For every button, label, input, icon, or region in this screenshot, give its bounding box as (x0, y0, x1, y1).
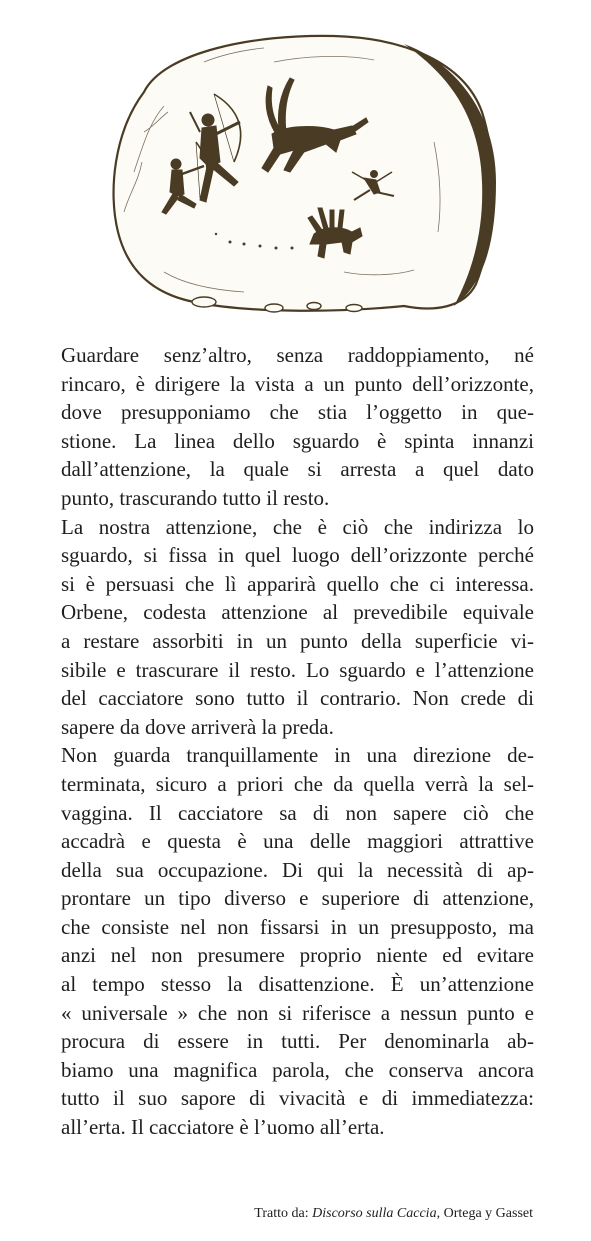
text-line: all’erta. Il cacciatore è l’uomo all’erta. (61, 1115, 385, 1140)
text-line: della sua occupazione. Di qui la necessità di ap- (61, 857, 534, 882)
text-line: sguardo, si fissa in quel luogo dell’orizzonte perché (61, 543, 534, 568)
text-line: prontare un tipo diverso e superiore di attenzione, (61, 886, 534, 911)
text-line: sapere da dove arriverà la preda. (61, 714, 334, 739)
text-line: terminata, sicuro a priori che da quella verrà la sel- (61, 771, 534, 796)
text-line: dall’attenzione, la quale si arresta a quel dato (61, 457, 534, 482)
text-line: Orbene, codesta attenzione al prevedibile equivale (61, 600, 534, 625)
text-line: procura di essere in tutti. Per denominarla ab- (61, 1029, 534, 1054)
paragraph (61, 741, 534, 1141)
paragraph (61, 513, 534, 742)
text-line: rincaro, è dirigere la vista a un punto dell’orizzonte, (61, 371, 534, 396)
text-line: stione. La linea dello sguardo è spinta innanzi (61, 428, 534, 453)
text-line: punto, trascurando tutto il resto. (61, 485, 330, 510)
text-line: « universale » che non si riferisce a nessun punto e (61, 1000, 534, 1025)
cave-painting-hunting-scene-icon (104, 22, 500, 322)
credit-title: Discorso sulla Caccia (312, 1206, 437, 1221)
text-line: a restare assorbiti in un punto della superficie vi- (61, 628, 534, 653)
text-line: tutto il suo sapore di vivacità e di immediatezza: (61, 1086, 534, 1111)
text-line: Non guarda tranquillamente in una direzione de- (61, 743, 534, 768)
text-line: accadrà e questa è una delle maggiori attrattive (61, 829, 534, 854)
text-line: del cacciatore sono tutto il contrario. Non crede di (61, 686, 534, 711)
text-line: anzi nel non presumere proprio niente ed evitare (61, 943, 534, 968)
text-body (61, 341, 534, 1142)
paragraph (61, 341, 534, 513)
source-credit (254, 1206, 533, 1222)
text-line: Guardare senz’altro, senza raddoppiamento, né (61, 343, 534, 367)
text-line: biamo una magnifica parola, che conserva ancora (61, 1057, 534, 1082)
text-line: sibile e trascurare il resto. Lo sguardo e l’attenzione (61, 657, 534, 682)
credit-suffix: , Ortega y Gasset (436, 1206, 533, 1221)
text-line: si è persuasi che lì apparirà quello che ci interessa. (61, 571, 534, 596)
text-line: al tempo stesso la disattenzione. È un’attenzione (61, 972, 534, 997)
cave-painting-illustration (104, 22, 500, 322)
credit-prefix: Tratto da: (254, 1206, 313, 1221)
text-line: La nostra attenzione, che è ciò che indirizza lo (61, 514, 534, 539)
text-line: che consiste nel non fissarsi in un presupposto, ma (61, 914, 534, 939)
text-line: dove presupponiamo che stia l’oggetto in que- (61, 400, 534, 425)
text-line: vaggina. Il cacciatore sa di non sapere ciò che (61, 800, 534, 825)
